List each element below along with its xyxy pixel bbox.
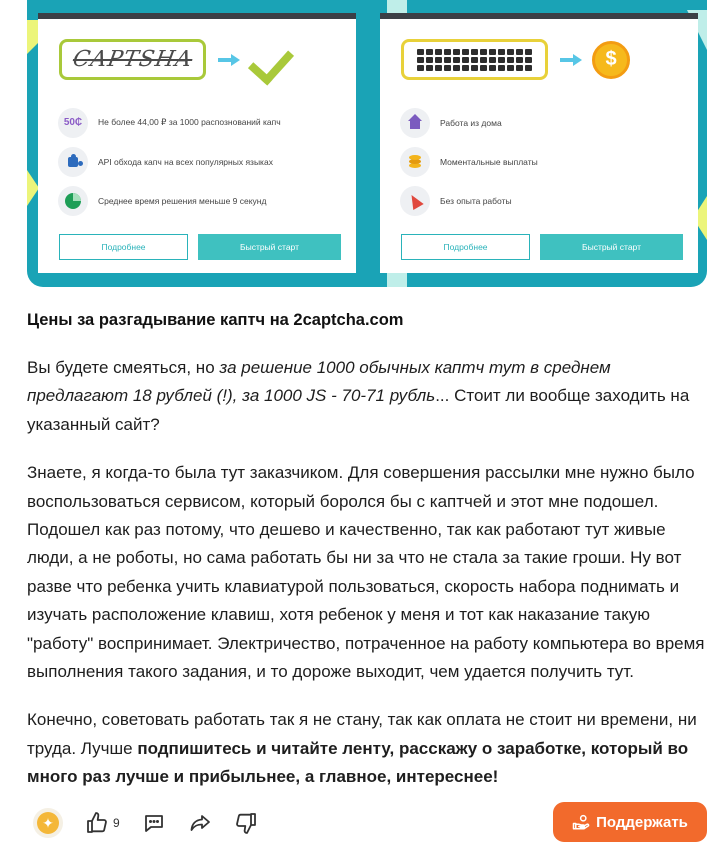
checkmark-icon [252,40,296,80]
feature-item [58,103,281,142]
worker-card [380,13,698,273]
arrow-right-icon [218,55,240,65]
worker-feature-list [400,103,538,220]
feature-item [400,142,538,181]
customer-feature-list [58,103,281,220]
comments-button[interactable] [142,811,166,835]
feature-item [58,181,281,220]
quick-start-button[interactable]: Быстрый старт [540,234,683,260]
feature-text: Моментальные выплаты [440,156,538,167]
feature-item [400,181,538,220]
post-actions-bar [33,805,280,841]
price-50-icon: 50₵ [58,108,88,138]
feature-text: Не более 44,00 ₽ за 1000 распознований капч [98,117,281,127]
paragraph-2: Знаете, я когда-то была тут заказчиком. Для совершения рассылки мне нужно было воспользоваться сервисом, который боролся бы с каптчей и этот мне подошел. Подошел как раз потому, что дешево и качественно, так как работают тут живые люди, а не роботы, но сама работать бы ни за что не стала за такие гроши. Ну вот разве что ребенка учить клавиатурой пользоваться, скорость набора поднимать и изучать расположение клавиш, хотя ребенок у меня и тот как наказание такую "работу" воспринимает. Электричество, потраченное на работу компьютера во время выполнения такого задания, и то дороже выходит, чем удается получить тут. [27,463,705,682]
keyboard-sample [401,39,548,80]
more-button[interactable]: Подробнее [401,234,530,260]
home-icon [400,108,430,138]
paragraph-1: Вы будете смеяться, но за решение 1000 обычных каптч тут в среднем предлагают 18 рублей (!), за 1000 JS - 70-71 рубль... Стоит ли вообще заходить на указанный сайт? [27,358,690,434]
comment-icon [142,811,166,835]
support-button-label: Поддержать [596,813,688,831]
support-author-button[interactable] [553,802,707,842]
worker-card-buttons [401,234,683,260]
keyboard-icon [417,49,532,71]
feature-item [58,142,281,181]
puzzle-icon [58,147,88,177]
dollar-coin-icon: $ [592,41,630,79]
subscribe-call-to-action: подпишитесь и читайте ленту, расскажу о заработке, который во много раз лучше и прибыльнее, а главное, интереснее! [27,738,689,787]
pie-chart-icon [58,186,88,216]
customer-card [38,13,356,273]
paragraph-3: Конечно, советовать работать так я не стану, так как оплата не стоит ни времени, ни труда. Лучше подпишитесь и читайте ленту, расскажу о заработке, который во много раз лучше и прибыльнее, а главное, интереснее! [27,710,697,787]
worker-card-header [401,39,630,80]
thumbs-up-icon [85,811,109,835]
feature-text: Работа из дома [440,117,502,128]
promo-banner[interactable] [27,0,707,287]
quick-start-button[interactable]: Быстрый старт [198,234,341,260]
dislike-button[interactable] [234,811,258,835]
coins-icon [400,147,430,177]
paragraph-1-italic: за решение 1000 обычных каптч тут в среднем предлагают 18 рублей (!), за 1000 JS - 70-71 рубль [27,358,611,406]
sparkle-icon: ✦ [33,808,63,838]
article-body [27,306,707,792]
like-button[interactable] [85,811,120,835]
captcha-sample [59,39,206,80]
share-button[interactable] [188,811,212,835]
customer-card-header [59,39,296,80]
captcha-word: CAPTSHA [70,47,195,72]
cursor-icon [400,186,430,216]
feature-text: Среднее время решения меньше 9 секунд [98,195,267,206]
donate-hand-icon [572,813,590,831]
feature-item [400,103,538,142]
thumbs-down-icon [234,811,258,835]
like-count: 9 [113,816,120,830]
feature-text: Без опыта работы [440,195,512,206]
section-heading: Цены за разгадывание каптч на 2captcha.com [27,311,404,329]
reaction-button[interactable] [33,808,63,838]
more-button[interactable]: Подробнее [59,234,188,260]
share-arrow-icon [188,811,212,835]
feature-text: API обхода капч на всех популярных языках [98,156,273,167]
customer-card-buttons [59,234,341,260]
arrow-right-icon [560,55,582,65]
